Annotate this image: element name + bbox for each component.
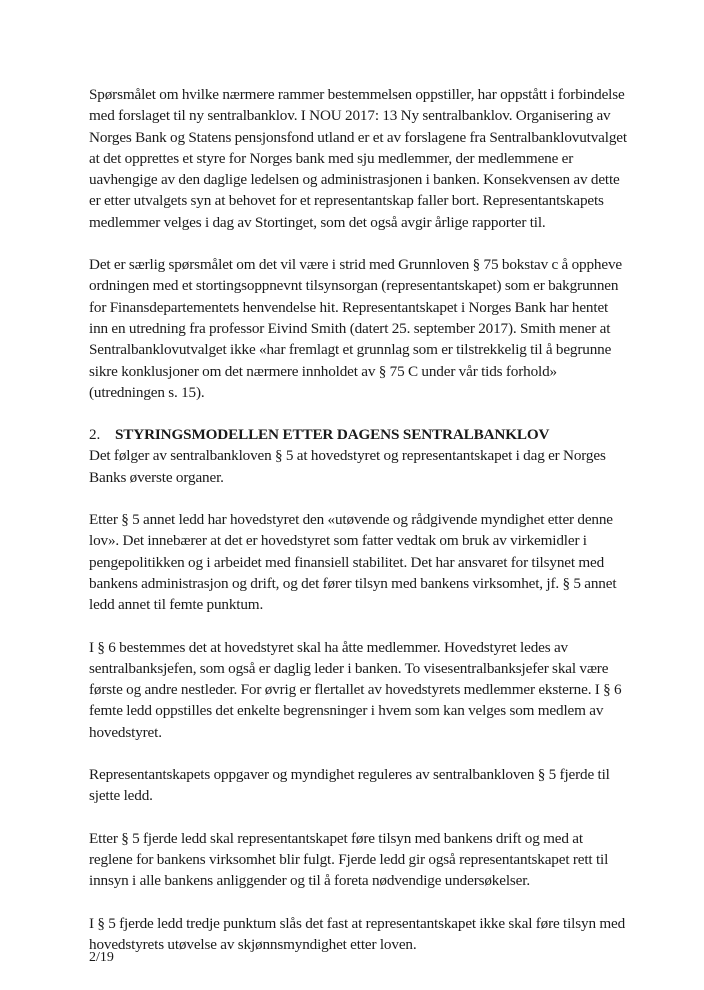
paragraph-section-1: Det følger av sentralbankloven § 5 at hovedstyret og representantskapet i dag er Norges Banks øverste organer.	[89, 447, 606, 486]
paragraph-intro-1: Spørsmålet om hvilke nærmere rammer bestemmelsen oppstiller, har oppstått i forbindelse med forslaget til ny sentralbanklov. I NOU 2017: 13 Ny sentralbanklov. Organisering av Norges Bank og Statens pensjonsfond utland er et av forslagene fra Sentralbanklovutvalget at det opprettes et styre for Norges bank med sju medlemmer, der medlemmene er uavhengige av den daglige ledelsen og administrasjonen i banken. Konsekvensen av dette er etter utvalgets syn at behovet for et representantskap faller bort. Representantskapets medlemmer velges i dag av Stortinget, som det også avgir årlige rapporter til.	[89, 86, 627, 231]
section-heading	[89, 424, 629, 445]
document-page	[89, 84, 629, 976]
paragraph-section-4: Representantskapets oppgaver og myndighet reguleres av sentralbankloven § 5 fjerde til sjette ledd.	[89, 766, 610, 805]
paragraph-intro-2: Det er særlig spørsmålet om det vil være i strid med Grunnloven § 75 bokstav c å oppheve ordningen med et stortingsoppnevnt tilsynsorgan (representantskapet) som er bakgrunnen for Finansdepartementets henvendelse hit. Representantskapet i Norges Bank har hentet inn en utredning fra professor Eivind Smith (datert 25. september 2017). Smith mener at Sentralbanklovutvalget ikke «har fremlagt et grunnlag som er tilstrekkelig til å begrunne sikre konklusjoner om det nærmere innholdet av § 75 C under vår tids forhold» (utredningen s. 15).	[89, 256, 622, 401]
paragraph-section-2: Etter § 5 annet ledd har hovedstyret den «utøvende og rådgivende myndighet etter denne lov». Det innebærer at det er hovedstyret som fatter vedtak om bruk av virkemidler i pengepolitikken og i arbeidet med finansiell stabilitet. Det har ansvaret for tilsynet med bankens administrasjon og drift, og det fører tilsyn med bankens virksomhet, jf. § 5 annet ledd annet til femte punktum.	[89, 511, 617, 614]
section-title: STYRINGSMODELLEN ETTER DAGENS SENTRALBANKLOV	[115, 426, 550, 444]
page-number: 2/19	[89, 950, 114, 965]
paragraph-section-5: Etter § 5 fjerde ledd skal representantskapet føre tilsyn med bankens drift og med at reglene for bankens virksomhet blir fulgt. Fjerde ledd gir også representantskapet rett til innsyn i alle bankens anliggender og til å foreta nødvendige undersøkelser.	[89, 829, 609, 890]
paragraph-section-3: I § 6 bestemmes det at hovedstyret skal ha åtte medlemmer. Hovedstyret ledes av sentralbanksjefen, som også er daglig leder i banken. To visesentralbanksjefer skal være første og andre nestleder. For øvrig er flertallet av hovedstyrets medlemmer eksterne. I § 6 femte ledd oppstilles det enkelte begrensninger i hvem som kan velges som medlem av hovedstyret.	[89, 638, 622, 741]
section-number: 2.	[89, 426, 101, 444]
paragraph-section-6: I § 5 fjerde ledd tredje punktum slås det fast at representantskapet ikke skal føre tilsyn med hovedstyrets utøvelse av skjønnsmyndighet etter loven.	[89, 914, 626, 953]
